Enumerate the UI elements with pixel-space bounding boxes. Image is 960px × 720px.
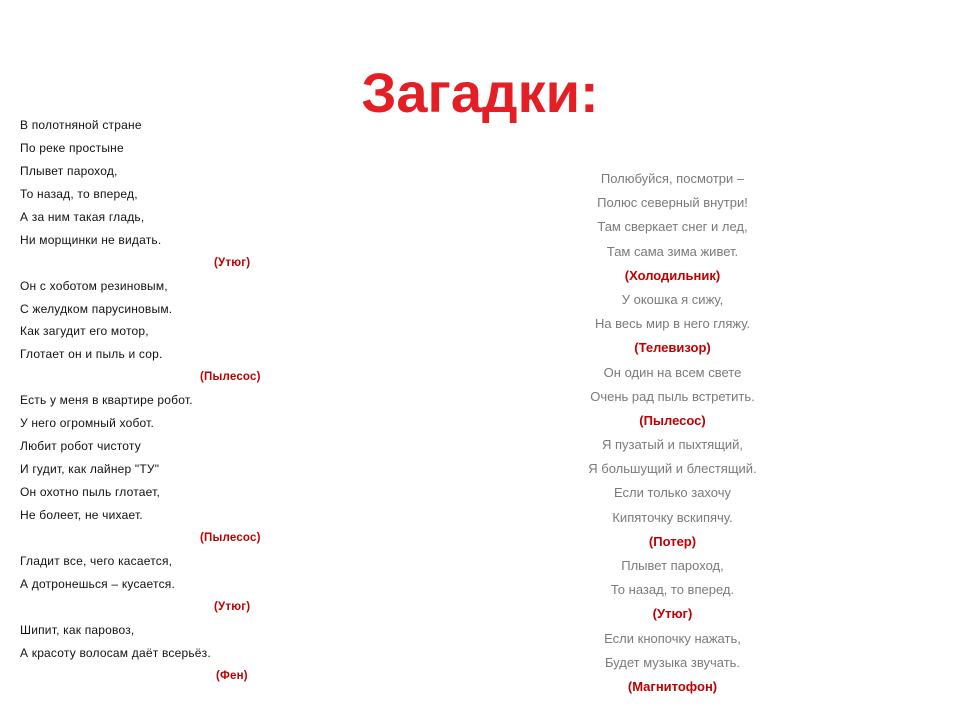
riddle-answer: (Телевизор) (634, 340, 711, 356)
riddle-line: Будет музыка звучать. (604, 654, 741, 670)
riddle-line: А за ним такая гладь, (20, 209, 145, 224)
riddle-line: Полюс северный внутри! (597, 195, 748, 211)
riddle-line: По реке простыне (20, 140, 124, 155)
page-title: Загадки: (361, 61, 599, 124)
riddles-left-column (20, 114, 450, 687)
riddle-line: Есть у меня в квартире робот. (20, 393, 193, 408)
riddles-right-column (520, 167, 825, 699)
riddle-answer: (Утюг) (652, 606, 693, 622)
riddle-line: Плывет пароход, (20, 163, 118, 178)
riddle-line: Он с хоботом резиновым, (20, 278, 168, 293)
riddle-answer: (Утюг) (214, 256, 251, 269)
riddle-answer: (Утюг) (214, 600, 251, 613)
riddle-line: Если кнопочку нажать, (604, 630, 741, 646)
riddle-line: Я большущий и блестящий. (588, 461, 757, 477)
riddle-line: Шипит, как паровоз, (20, 622, 135, 637)
riddle-line: Там сверкает снег и лед, (597, 219, 748, 235)
riddle-line: А красоту волосам даёт всерьёз. (20, 645, 211, 660)
riddle-line: Он один на всем свете (603, 364, 742, 380)
riddle-line: Кипяточку вскипячу. (612, 509, 733, 525)
riddle-line: Полюбуйся, посмотри – (600, 171, 745, 186)
riddle-line: Там сама зима живет. (606, 243, 739, 259)
riddle-line: С желудком парусиновым. (20, 301, 173, 316)
riddle-line: Гладит все, чего касается, (20, 553, 173, 568)
riddle-line: На весь мир в него гляжу. (594, 316, 751, 332)
riddle-answer: (Фен) (216, 669, 248, 682)
riddle-answer: (Пылесос) (639, 412, 706, 428)
riddle-answer: (Магнитофон) (627, 678, 718, 694)
riddle-answer: (Потер) (648, 533, 697, 549)
riddle-line: То назад, то вперед. (610, 582, 735, 598)
riddle-line: Ни морщинки не видать. (20, 232, 162, 247)
riddle-line: Как загудит его мотор, (20, 324, 149, 339)
riddle-line: И гудит, как лайнер "ТУ" (20, 462, 160, 477)
riddle-line: Не болеет, не чихает. (20, 507, 143, 522)
riddle-line: В полотняной стране (20, 118, 142, 132)
riddle-line: Глотает он и пыль и сор. (20, 347, 163, 362)
riddle-line: Плывет пароход, (621, 558, 724, 573)
riddle-line: Он охотно пыль глотает, (20, 485, 161, 499)
riddle-line: У окошка я сижу, (621, 291, 724, 307)
riddle-answer: (Пылесос) (200, 371, 261, 384)
riddle-line: Если только захочу (613, 485, 732, 501)
riddle-line: Очень рад пыль встретить. (590, 388, 755, 404)
riddle-answer: (Пылесос) (200, 531, 261, 544)
riddle-line: Я пузатый и пыхтящий, (601, 437, 744, 453)
riddle-line: Любит робот чистоту (20, 439, 141, 454)
riddle-answer: (Холодильник) (624, 267, 721, 283)
riddle-line: То назад, то вперед, (20, 186, 138, 201)
riddle-line: А дотронешься – кусается. (20, 576, 176, 591)
riddle-line: У него огромный хобот. (20, 416, 155, 431)
